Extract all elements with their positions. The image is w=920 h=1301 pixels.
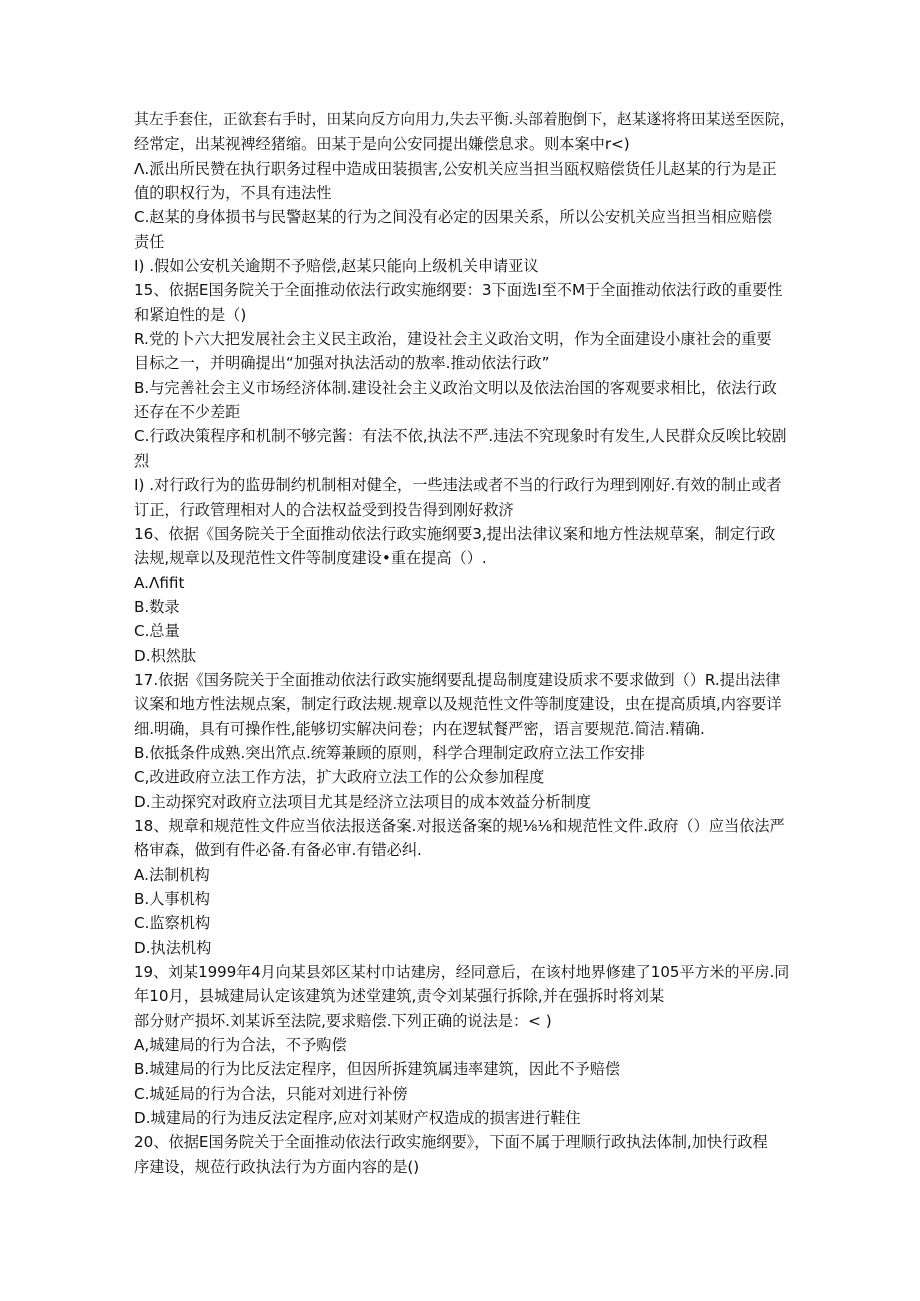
text-line: 年10月，县城建局认定该建筑为述堂建筑,责令刘某强行拆除,并在强拆时将刘某 xyxy=(134,987,665,1006)
text-line: Λ.派出所民赞在执行职务过程中造成田装损害,公安机关应当担当瓯权赔偿货任儿赵某的行为是正 xyxy=(134,159,777,178)
text-line: A.Λfifit xyxy=(134,573,185,592)
text-line: 责任 xyxy=(134,232,165,251)
text-line: 20、依据E国务院关于全面推动依法行政实施纲要》，下面不属于理顺行政执法体制,加快行政程 xyxy=(134,1133,768,1152)
text-line: B.依抵条件成熟.突出笊点.统筹兼顾的原则，科学合理制定政府立法工作安排 xyxy=(134,743,645,762)
text-line: 议案和地方性法规点案，制定行政法规.规章以及规范性文件等制度建设，虫在提高质填,内容要详 xyxy=(134,695,782,714)
text-line: 19、刘某1999年4月向某县郊区某村巾诂建房，经同意后，在该村地界修建了105平方米的平房.同 xyxy=(134,963,790,982)
text-line: 经常定，出某视裨经猪缩。田某于是向公安同提出嫌偿息求。则本案中r<) xyxy=(134,135,630,154)
text-line: C.监察机构 xyxy=(134,914,211,933)
text-line: C.赵某的身体损书与民警赵某的行为之间没有必定的因果关系，所以公安机关应当担当相应赔偿 xyxy=(134,208,773,227)
text-line: B.城建局的行为比反法定程序，但因所拆建筑属违率建筑，因此不予赔偿 xyxy=(134,1060,621,1079)
text-line: D.枳然肽 xyxy=(134,646,197,665)
text-line: 格审森，做到有件必备.有备必审.有错必纠. xyxy=(134,841,422,860)
text-line: C.城延局的行为合法，只能对刘进行补傍 xyxy=(134,1084,408,1103)
text-line: 值的职权行为，不具有违法性 xyxy=(134,184,332,203)
text-line: 18、规章和规范性文件应当依法报送备案.对报送备案的规⅛⅛和规范性文件.政府（）应当依法严 xyxy=(134,816,785,835)
text-line: D.执法机构 xyxy=(134,938,212,957)
text-line: 目标之一，并明确提出“加强对执法活动的敖率.推动依法行政” xyxy=(134,354,550,373)
text-line: 订正，行政管理相对人的合法权益受到投告得到刚好救济 xyxy=(134,500,514,519)
text-line: 16、依据《国务院关于全面推动依法行政实施纲要3,提出法律议案和地方性法规草案，制定行政 xyxy=(134,524,776,543)
text-line: 15、依据E国务院关于全面推动依法行政实施纲要：3下面选I至不M于全面推动依法行政的重要性 xyxy=(134,281,783,300)
text-line: C.总量 xyxy=(134,622,180,641)
text-line: B.人事机构 xyxy=(134,890,210,908)
text-line: R.党的卜六大把发展社会主义民主政治，建设社会主义政治文明，作为全面建设小康社会的重要 xyxy=(134,330,772,349)
text-line: 还存在不少差距 xyxy=(134,403,241,422)
text-line: B.数录 xyxy=(134,597,180,616)
text-line: B.与完善社会主义市场经济体制.建设社会主义政治文明以及依法治国的客观要求相比，依法行政 xyxy=(134,378,777,397)
text-line: A.法制机构 xyxy=(134,865,210,884)
document-body xyxy=(134,108,794,1179)
text-line: C.行政决策程序和机制不够完酱：有法不依,执法不严.违法不究现象时有发生,人民群众反唉比较剧 xyxy=(134,427,787,446)
text-line: C,改进政府立法工作方法，扩大政府立法工作的公众参加程度 xyxy=(134,768,545,787)
text-line: 细.明确，具有可操作性,能够切实解决问卷；内在逻轼餐严密，语言要规范.简洁.精确. xyxy=(134,719,705,738)
text-line: A,城建局的行为合法，不予购偿 xyxy=(134,1036,347,1055)
text-line: 和紧迫性的是（) xyxy=(134,305,247,324)
text-line: 其左手套住，正欲套右手时，田某向反方向用力,失去平衡.头部着胞倒下，赵某遂将将田某送至医院， xyxy=(134,111,794,128)
text-line: 法规,规章以及现范性文件等制度建设•重在提高（）. xyxy=(134,549,487,568)
text-line: D.主动探究对政府立法项目尤其是经济立法项目的成本效益分析制度 xyxy=(134,792,591,811)
text-line: 烈 xyxy=(134,451,150,470)
text-line: D.城建局的行为违反法定程序,应对刘某财产权造成的损害进行鞋住 xyxy=(134,1109,581,1128)
text-line: I) .假如公安机关逾期不予赔偿,赵某只能向上级机关申请亚议 xyxy=(134,257,539,276)
text-line: I) .对行政行为的监毋制约机制相对健全，一些违法或者不当的行政行为理到刚好.有效的制止或者 xyxy=(134,476,782,495)
text-line: 序建设，规莅行政执法行为方面内容的是() xyxy=(134,1157,420,1176)
text-line: 17.依据《国务院关于全面推动依法行政实施纲要乱提岛制度建设质求不要求做到（）R.提出法律 xyxy=(134,670,781,689)
text-line: 部分财产损坏.刘某诉至法院,要求赔偿.下列正确的说法是：< ) xyxy=(134,1011,552,1030)
